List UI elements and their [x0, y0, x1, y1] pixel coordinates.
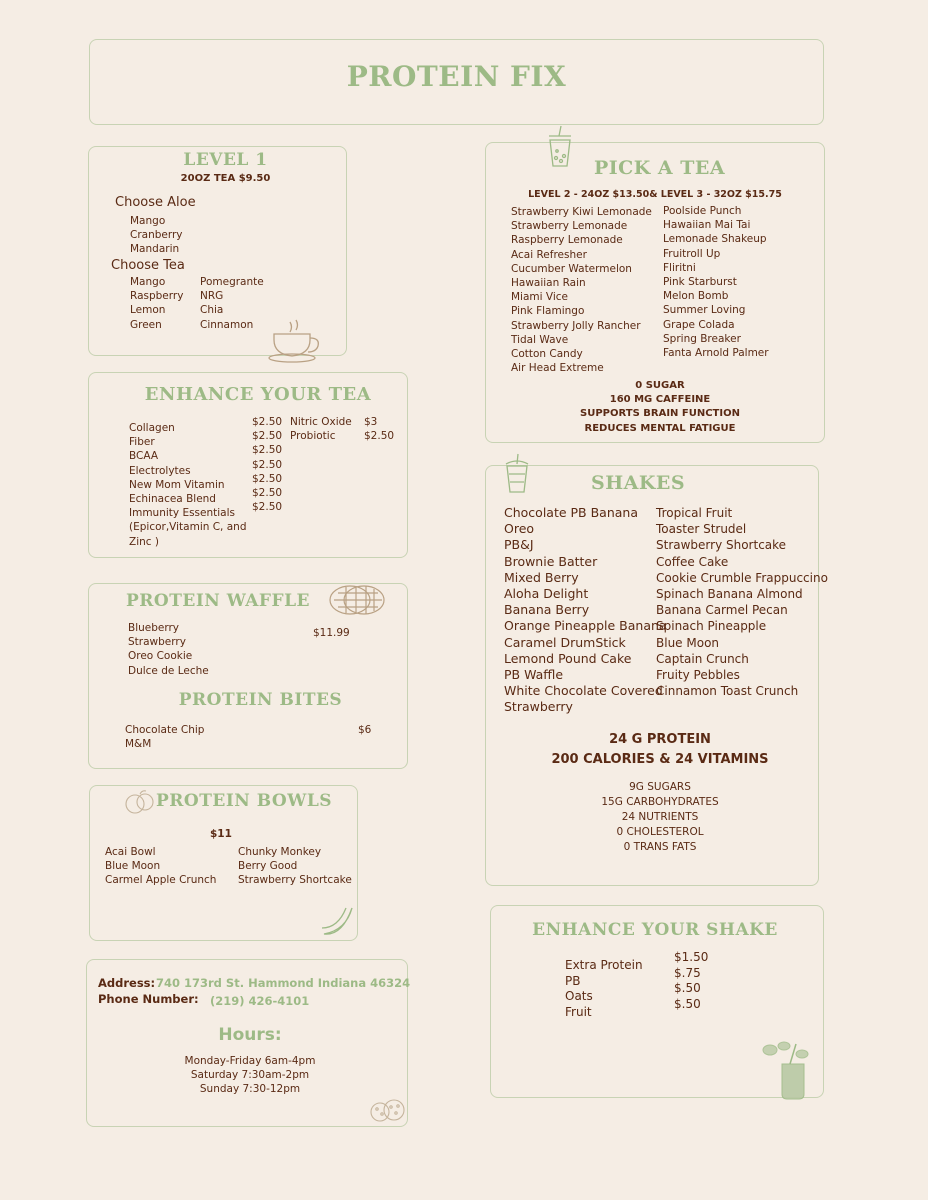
shakes-facts: [485, 780, 835, 855]
list-item: Strawberry Shortcake: [656, 538, 787, 553]
list-item: Cookie Crumble Frappuccino: [656, 570, 828, 585]
list-item: Pink Flamingo: [511, 305, 585, 318]
enhance-shake-heading: ENHANCE YOUR SHAKE: [532, 920, 778, 940]
fact-item: 15G CARBOHYDRATES: [601, 796, 719, 808]
list-item: Mixed Berry: [504, 569, 579, 585]
list-item: Acai Bowl: [105, 846, 156, 858]
list-item: Immunity Essentials: [129, 507, 235, 520]
list-item: NRG: [200, 290, 224, 303]
list-item: Chocolate Chip: [125, 724, 205, 736]
list-item: Mango: [130, 215, 166, 227]
shakes-col2: [656, 505, 828, 699]
address-text: 740 173rd St. Hammond Indiana 46324: [156, 976, 411, 990]
list-item: Coffee Cake: [656, 554, 729, 569]
list-item: Extra Protein: [565, 958, 643, 972]
fact-item: 0 SUGAR: [635, 380, 685, 391]
bowls-price: $11: [210, 828, 232, 840]
list-item: Fruit: [565, 1004, 592, 1019]
list-item: Cinnamon Toast Crunch: [656, 684, 799, 699]
hours-line: Saturday 7:30am-2pm: [190, 1069, 310, 1082]
list-item: Echinacea Blend: [129, 493, 216, 506]
list-item: Acai Refresher: [511, 248, 587, 261]
list-item: Strawberry Jolly Rancher: [511, 319, 641, 332]
list-item: PB: [565, 973, 581, 988]
hours-line: Sunday 7:30-12pm: [199, 1083, 301, 1096]
list-item: Strawberry: [128, 636, 186, 649]
shakes-highlight-protein: 24 G PROTEIN: [609, 732, 711, 747]
fruit-icon: [123, 789, 157, 817]
tea-list-col2: [200, 275, 264, 332]
list-item: Miami Vice: [511, 291, 568, 304]
list-item: Poolside Punch: [663, 205, 742, 217]
list-item: Cucumber Watermelon: [511, 262, 632, 275]
bites-heading: PROTEIN BITES: [178, 690, 343, 710]
fact-item: 0 TRANS FATS: [623, 841, 697, 853]
waffle-items: [128, 621, 209, 678]
price: $2.50: [252, 430, 283, 443]
aloe-heading: Choose Aloe: [115, 195, 196, 210]
bowls-col2: [238, 845, 352, 888]
list-item: Tidal Wave: [511, 333, 569, 346]
list-item: New Mom Vitamin: [129, 478, 225, 491]
list-item: Air Head Extreme: [511, 362, 604, 375]
enhance-tea-items2: [290, 415, 352, 443]
pick-tea-heading-line: [578, 142, 620, 143]
berries-icon: [368, 1096, 408, 1124]
price: $2.50: [252, 444, 283, 457]
list-item: Summer Loving: [663, 304, 746, 317]
list-item: Banana Carmel Pecan: [656, 603, 788, 618]
price: $.75: [674, 965, 701, 980]
list-item: Raspberry Lemonade: [511, 234, 623, 247]
waffle-price: $11.99: [313, 627, 350, 639]
price: $1.50: [674, 950, 709, 964]
bites-items: [125, 723, 204, 751]
price: $2.50: [252, 487, 283, 500]
bowls-col1: [105, 845, 216, 888]
fact-item: 9G SUGARS: [629, 781, 691, 793]
list-item: Cranberry: [130, 229, 183, 242]
list-item: Berry Good: [238, 860, 298, 873]
list-item: Mango: [130, 276, 166, 288]
list-item: Electrolytes: [129, 464, 191, 477]
enhance-tea-prices2: [364, 415, 394, 443]
shakes-highlight-calories: 200 CALORIES & 24 VITAMINS: [551, 752, 769, 767]
list-item: Oreo: [504, 521, 535, 537]
pick-tea-subheading: LEVEL 2 - 24OZ $13.50& LEVEL 3 - 32OZ $15.75: [528, 189, 782, 200]
list-item: Orange Pineapple Banana: [504, 618, 667, 634]
level1-heading: LEVEL 1: [183, 150, 268, 170]
list-item: Cinnamon: [200, 318, 254, 331]
shakes-col1: [504, 505, 667, 716]
list-item: Fanta Arnold Palmer: [663, 347, 769, 360]
pick-tea-facts: [485, 379, 835, 436]
list-item: Chia: [200, 304, 224, 317]
list-item: Tropical Fruit: [656, 506, 733, 520]
enhance-shake-items: [565, 958, 643, 1020]
list-item: Chunky Monkey: [238, 846, 322, 858]
list-item: Pomegrante: [200, 276, 264, 288]
list-item: Fliritni: [663, 261, 696, 274]
enhance-tea-items: [129, 421, 246, 549]
list-item: Collagen: [129, 422, 175, 434]
list-item: Oreo Cookie: [128, 650, 193, 663]
list-item: Blue Moon: [656, 635, 720, 650]
list-item: Lemonade Shakeup: [663, 233, 767, 246]
list-item: Blueberry: [128, 622, 180, 634]
list-item: Probiotic: [290, 430, 336, 443]
price: $2.50: [252, 501, 283, 514]
fact-item: SUPPORTS BRAIN FUNCTION: [580, 408, 740, 420]
hours-heading: Hours:: [218, 1025, 282, 1045]
tea-cup-icon: [268, 318, 324, 364]
price: $.50: [674, 996, 701, 1011]
list-item: Strawberry Kiwi Lemonade: [511, 206, 652, 218]
fact-item: REDUCES MENTAL FATIGUE: [584, 422, 736, 434]
price: $2.50: [252, 458, 283, 471]
hours-list: [86, 1054, 414, 1097]
enhance-tea-prices: [252, 415, 282, 514]
list-item: Spinach Pineapple: [656, 619, 767, 634]
aloe-list: [130, 214, 183, 257]
list-item: Nitric Oxide: [290, 416, 352, 428]
list-item: Oats: [565, 989, 593, 1003]
list-item: Fiber: [129, 436, 155, 449]
list-item: (Epicor,Vitamin C, and: [129, 521, 247, 534]
list-item: Grape Colada: [663, 318, 735, 331]
address-label: Address:: [98, 976, 156, 990]
list-item: BCAA: [129, 450, 159, 463]
pick-tea-col1: [511, 205, 652, 375]
list-item: Strawberry: [504, 699, 573, 715]
list-item: Melon Bomb: [663, 290, 729, 303]
bites-price: $6: [358, 724, 372, 736]
shakes-heading: SHAKES: [591, 472, 686, 494]
list-item: Carmel Apple Crunch: [105, 874, 217, 887]
list-item: Hawaiian Mai Tai: [663, 219, 751, 232]
enhance-tea-heading: ENHANCE YOUR TEA: [144, 384, 372, 405]
phone-text: (219) 426-4101: [210, 994, 310, 1008]
price: $2.50: [252, 416, 283, 428]
phone-label: Phone Number:: [98, 992, 199, 1006]
pick-tea-col2: [663, 204, 769, 360]
list-item: PB&J: [504, 537, 534, 553]
tea-list-col1: [130, 275, 183, 332]
price: $2.50: [252, 472, 283, 485]
smoothie-cup-icon: [503, 452, 531, 494]
tea-heading: Choose Tea: [111, 258, 185, 273]
list-item: Caramel DrumStick: [504, 634, 626, 650]
banana-icon: [318, 904, 358, 942]
price: $2.50: [364, 430, 395, 443]
list-item: M&M: [125, 738, 152, 751]
fact-item: 160 MG CAFFEINE: [609, 394, 711, 406]
list-item: Strawberry Lemonade: [511, 220, 628, 233]
fact-item: 0 CHOLESTEROL: [616, 826, 704, 838]
hours-line: Monday-Friday 6am-4pm: [184, 1055, 316, 1067]
enhance-shake-prices: [674, 950, 708, 1012]
list-item: Spinach Banana Almond: [656, 587, 803, 602]
price: $3: [364, 416, 378, 428]
list-item: Raspberry: [130, 290, 184, 303]
list-item: Mandarin: [130, 243, 180, 256]
list-item: Fruity Pebbles: [656, 668, 740, 683]
bubble-tea-icon: [545, 124, 575, 168]
list-item: Brownie Batter: [504, 553, 598, 569]
list-item: White Chocolate Covered: [504, 683, 663, 699]
waffle-icon: [328, 583, 386, 617]
list-item: PB Waffle: [504, 667, 564, 683]
bowls-heading: PROTEIN BOWLS: [156, 791, 333, 811]
list-item: Spring Breaker: [663, 332, 741, 345]
list-item: Captain Crunch: [656, 651, 749, 666]
list-item: Cotton Candy: [511, 348, 583, 361]
smoothie-jar-icon: [760, 1040, 818, 1100]
pick-tea-heading: PICK A TEA: [594, 157, 726, 179]
list-item: Blue Moon: [105, 860, 161, 873]
price: $.50: [674, 981, 701, 995]
list-item: Fruitroll Up: [663, 247, 721, 260]
list-item: Toaster Strudel: [656, 522, 747, 537]
list-item: Zinc ): [129, 535, 159, 548]
level1-price: 20OZ TEA $9.50: [180, 173, 271, 184]
fact-item: 24 NUTRIENTS: [621, 811, 699, 823]
list-item: Hawaiian Rain: [511, 277, 586, 290]
list-item: Lemond Pound Cake: [504, 650, 632, 666]
list-item: Green: [130, 318, 162, 331]
list-item: Chocolate PB Banana: [504, 505, 639, 520]
list-item: Lemon: [130, 304, 166, 317]
list-item: Dulce de Leche: [128, 664, 209, 677]
waffle-heading: PROTEIN WAFFLE: [126, 591, 310, 611]
list-item: Pink Starburst: [663, 276, 737, 289]
list-item: Banana Berry: [504, 602, 590, 618]
list-item: Strawberry Shortcake: [238, 874, 352, 887]
list-item: Aloha Delight: [504, 586, 589, 602]
page-title: PROTEIN FIX: [346, 60, 567, 93]
